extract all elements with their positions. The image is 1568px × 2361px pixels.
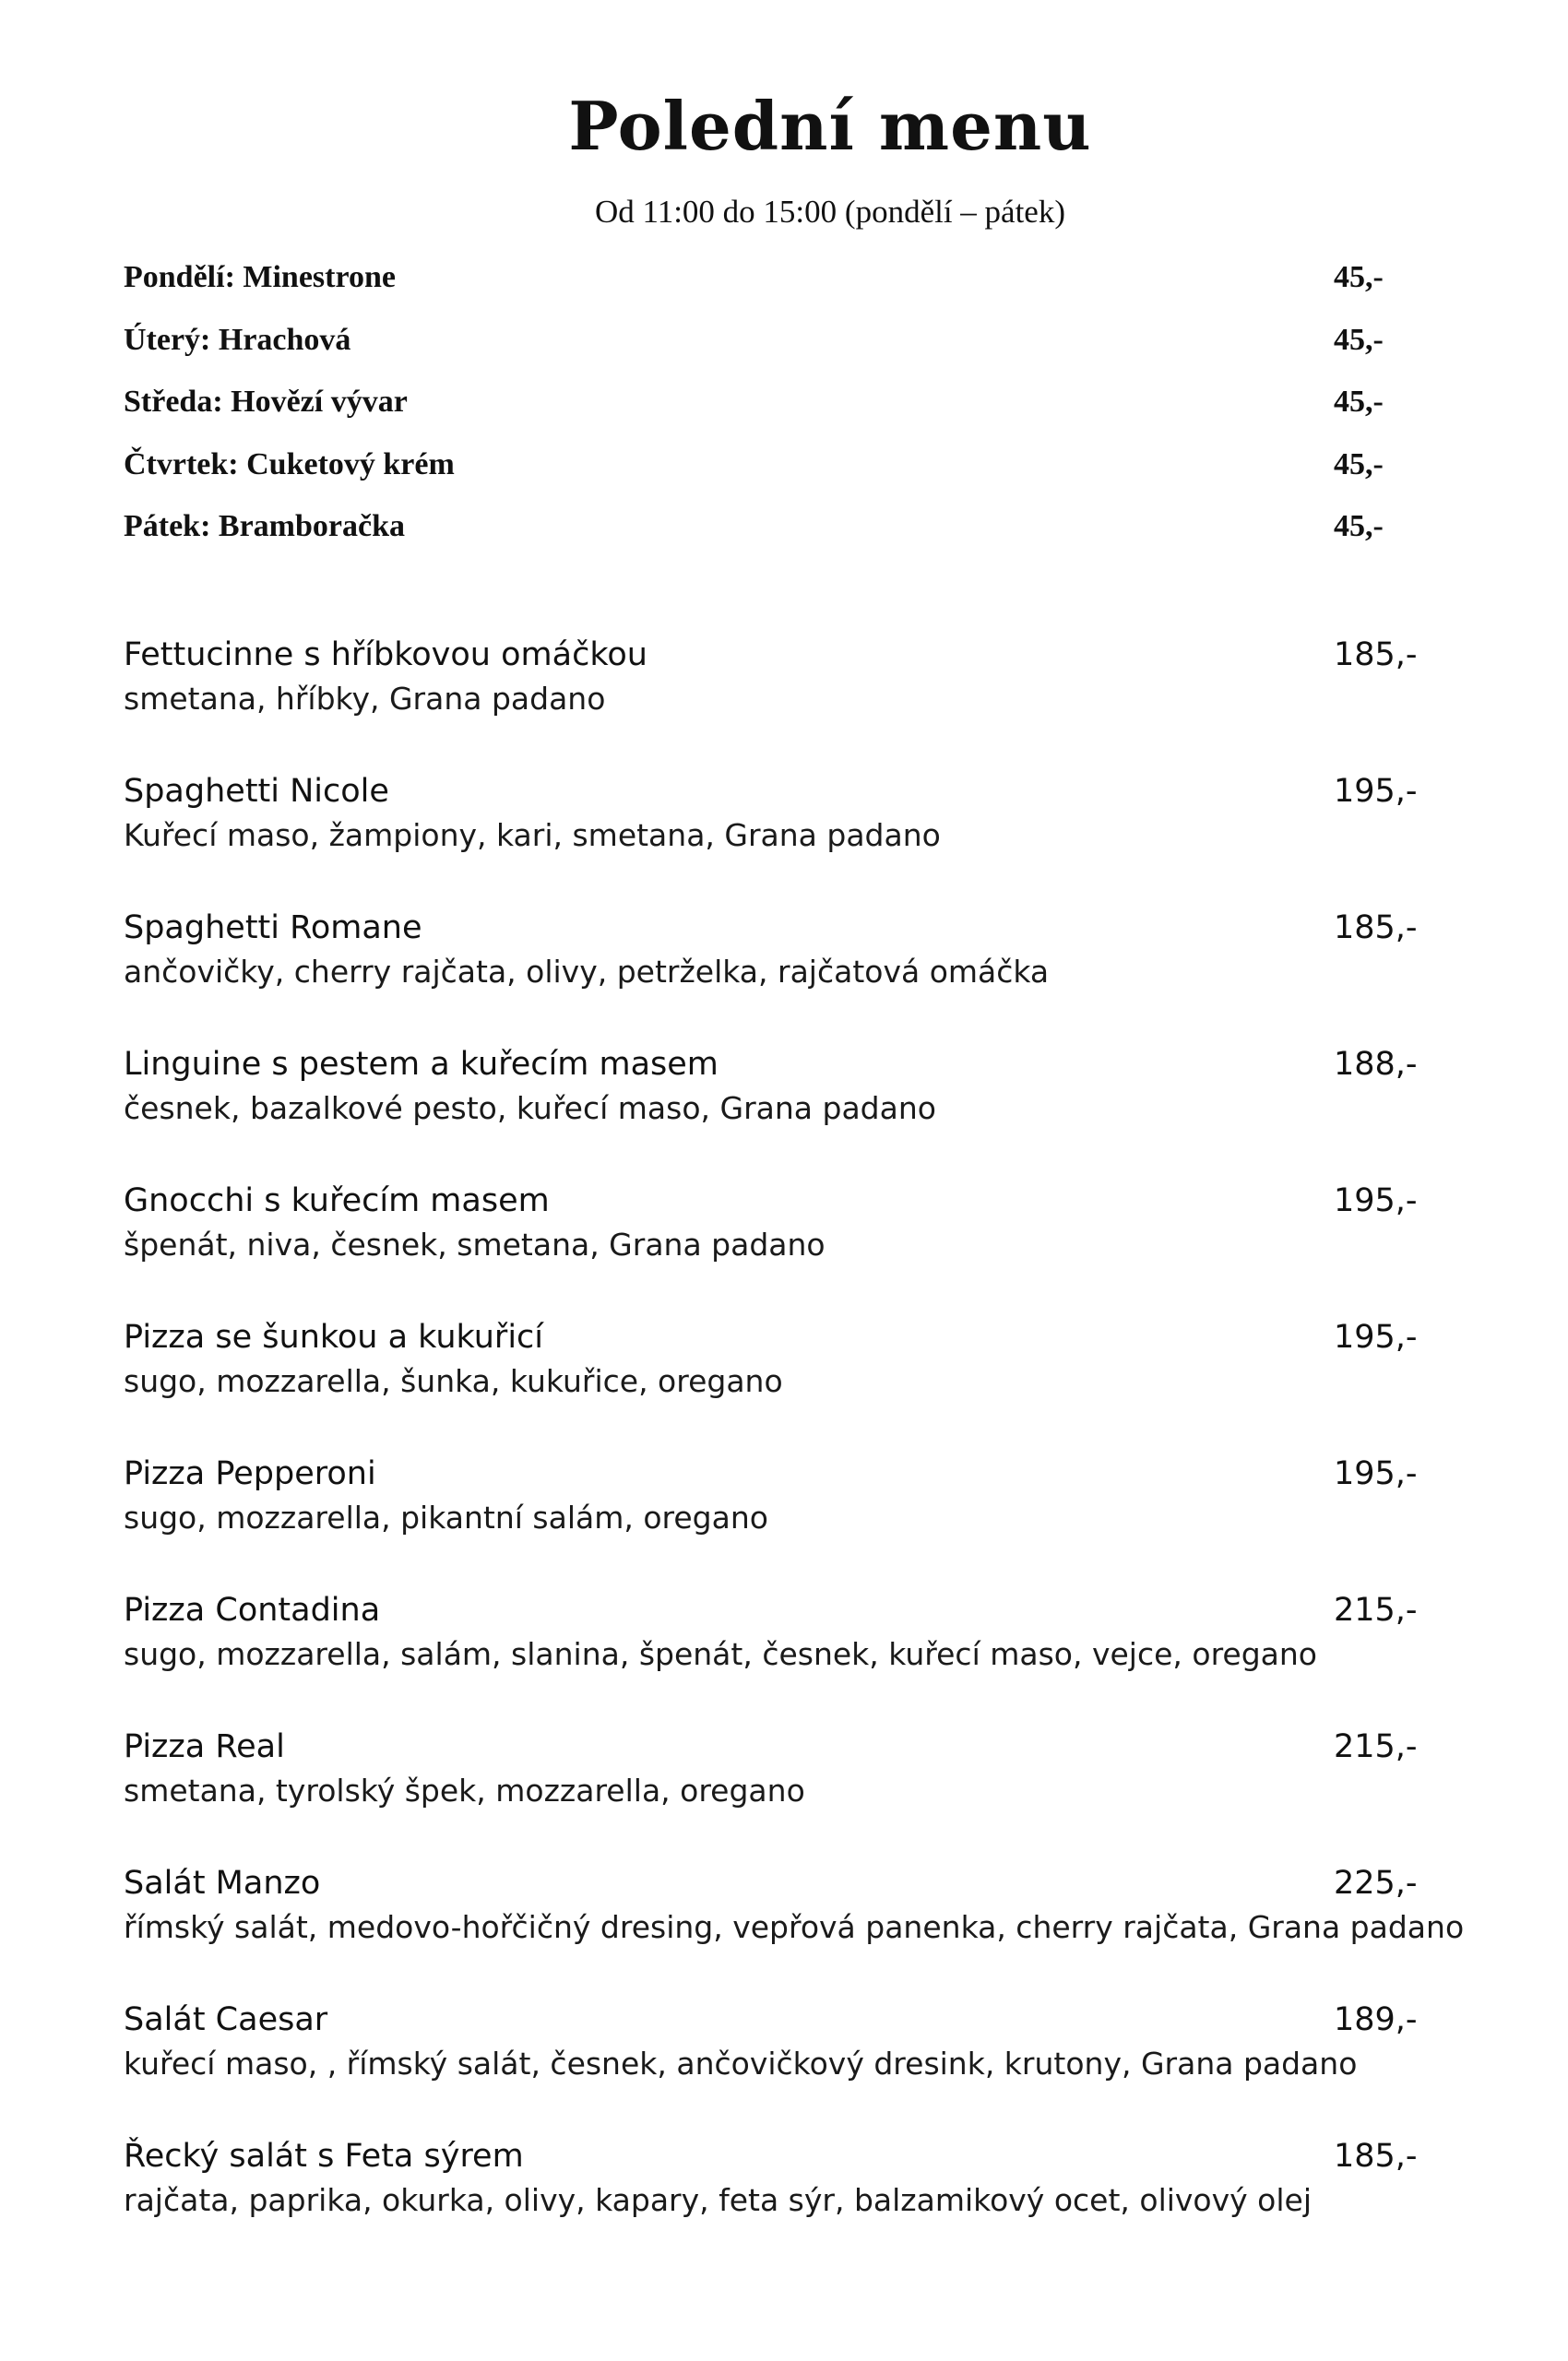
dish-list: [124, 632, 1465, 2270]
dish-description: sugo, mozzarella, šunka, kukuřice, oregano: [124, 1363, 783, 1399]
page-title: Polední menu: [568, 87, 1092, 165]
dish-price: 189,-: [1334, 2001, 1418, 2038]
dish-price: 185,-: [1334, 636, 1418, 673]
soup-row: [124, 444, 1415, 506]
dish-item: [124, 768, 1452, 905]
dish-name: Linguine s pestem a kuřecím masem: [124, 1046, 719, 1083]
dish-price: 195,-: [1334, 1182, 1418, 1219]
dish-item: [124, 1041, 1452, 1178]
dish-item: [124, 1587, 1452, 1724]
dish-name: Spaghetti Romane: [124, 909, 422, 946]
dish-price: 195,-: [1334, 773, 1418, 810]
soup-label: Čtvrtek: Cuketový krém: [124, 446, 455, 481]
dish-price: 185,-: [1334, 909, 1418, 946]
dish-description: Kuřecí maso, žampiony, kari, smetana, Grana padano: [124, 817, 941, 853]
soup-row: [124, 505, 1415, 568]
dish-name: Pizza Real: [124, 1728, 285, 1765]
dish-name: Salát Manzo: [124, 1865, 321, 1902]
dish-description: kuřecí maso, , římský salát, česnek, ančovičkový dresink, krutony, Grana padano: [124, 2046, 1358, 2082]
dish-description: česnek, bazalkové pesto, kuřecí maso, Grana padano: [124, 1090, 936, 1126]
dish-item: [124, 1314, 1452, 1451]
dish-item: [124, 1178, 1452, 1314]
dish-name: Salát Caesar: [124, 2001, 328, 2038]
soup-label: Středa: Hovězí vývar: [124, 385, 408, 419]
soup-row: [124, 319, 1415, 382]
dish-price: 185,-: [1334, 2138, 1418, 2175]
dish-description: rajčata, paprika, okurka, olivy, kapary, feta sýr, balzamikový ocet, olivový olej: [124, 2182, 1312, 2218]
soup-price: 45,-: [1334, 322, 1384, 357]
dish-description: římský salát, medovo-hořčičný dresing, vepřová panenka, cherry rajčata, Grana padano: [124, 1909, 1465, 1945]
soup-price: 45,-: [1334, 385, 1384, 419]
soup-price: 45,-: [1334, 260, 1384, 294]
serving-hours: Od 11:00 do 15:00 (pondělí – pátek): [594, 194, 1065, 230]
dish-price: 188,-: [1334, 1046, 1418, 1083]
dish-item: [124, 905, 1452, 1041]
soup-label: Pondělí: Minestrone: [124, 260, 396, 294]
dish-price: 195,-: [1334, 1455, 1418, 1492]
soup-row: [124, 256, 1415, 319]
dish-description: smetana, tyrolský špek, mozzarella, oregano: [124, 1773, 805, 1809]
dish-name: Spaghetti Nicole: [124, 773, 389, 810]
dish-description: sugo, mozzarella, salám, slanina, špenát, česnek, kuřecí maso, vejce, oregano: [124, 1636, 1317, 1672]
dish-description: smetana, hříbky, Grana padano: [124, 681, 606, 717]
soup-label: Pátek: Bramboračka: [124, 509, 406, 543]
soup-list: [124, 256, 1415, 568]
dish-name: Pizza se šunkou a kukuřicí: [124, 1319, 544, 1356]
soup-label: Úterý: Hrachová: [124, 322, 351, 357]
dish-item: [124, 2133, 1452, 2270]
dish-item: [124, 1451, 1452, 1587]
dish-item: [124, 1997, 1452, 2133]
dish-description: sugo, mozzarella, pikantní salám, oregano: [124, 1500, 768, 1536]
soup-row: [124, 381, 1415, 444]
dish-name: Pizza Pepperoni: [124, 1455, 376, 1492]
dish-price: 225,-: [1334, 1865, 1418, 1902]
soup-price: 45,-: [1334, 446, 1384, 481]
dish-name: Řecký salát s Feta sýrem: [124, 2138, 524, 2175]
dish-item: [124, 632, 1452, 768]
dish-price: 215,-: [1334, 1728, 1418, 1765]
dish-price: 215,-: [1334, 1592, 1418, 1629]
dish-price: 195,-: [1334, 1319, 1418, 1356]
dish-name: Fettucinne s hříbkovou omáčkou: [124, 636, 647, 673]
dish-item: [124, 1860, 1465, 1997]
dish-description: špenát, niva, česnek, smetana, Grana padano: [124, 1227, 826, 1263]
dish-name: Gnocchi s kuřecím masem: [124, 1182, 550, 1219]
dish-item: [124, 1724, 1452, 1860]
dish-description: ančovičky, cherry rajčata, olivy, petrželka, rajčatová omáčka: [124, 954, 1050, 990]
dish-name: Pizza Contadina: [124, 1592, 381, 1629]
soup-price: 45,-: [1334, 509, 1384, 543]
